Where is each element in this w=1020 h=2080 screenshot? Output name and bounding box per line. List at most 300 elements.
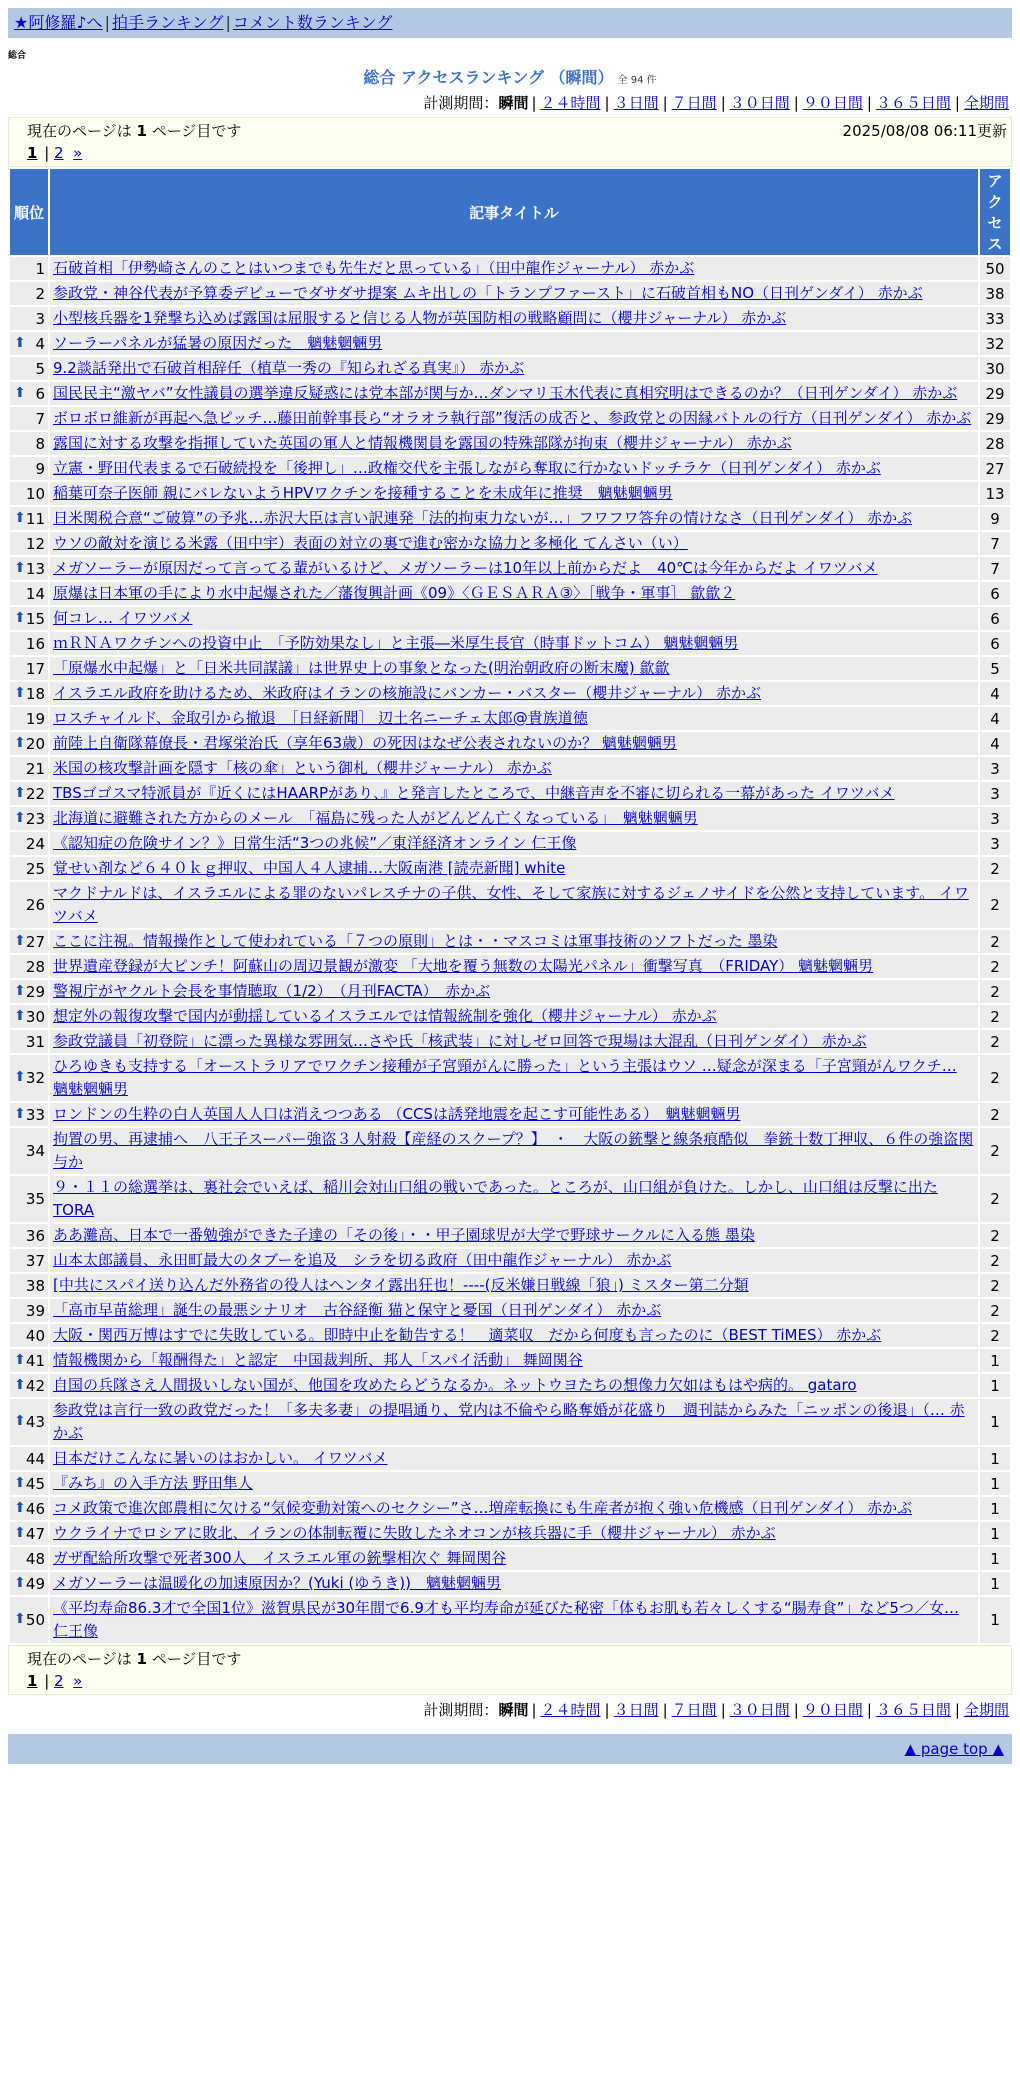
article-link[interactable]: イスラエル政府を助けるため、米政府はイランの核施設にバンカー・バスター（櫻井ジャーナル） 赤かぶ bbox=[53, 684, 761, 702]
article-link[interactable]: 稲葉可奈子医師 親にバレないようHPVワクチンを接種することを未成年に推奨 魑魅魍魎男 bbox=[53, 484, 673, 502]
access-count: 2 bbox=[980, 1128, 1010, 1174]
up-arrow-icon: ⬆ bbox=[14, 784, 26, 801]
period-link-0[interactable]: ２４時間 bbox=[540, 1701, 601, 1719]
article-link[interactable]: 参政党は言行一致の政党だった！「多夫多妻」の提唱通り、党内は不倫やら略奪婚が花盛り 週刊誌からみた「ニッポンの後退」（… 赤かぶ bbox=[53, 1401, 965, 1442]
table-row bbox=[10, 1374, 1010, 1397]
table-row bbox=[10, 1572, 1010, 1595]
period-link-6[interactable]: 全期間 bbox=[963, 94, 1009, 112]
access-count: 2 bbox=[980, 1005, 1010, 1028]
period-sep: | bbox=[793, 94, 799, 112]
title-cell bbox=[50, 582, 978, 605]
rank-cell bbox=[10, 457, 48, 480]
period-sep: | bbox=[866, 94, 872, 112]
rank-number: 30 bbox=[25, 1007, 45, 1026]
title-cell bbox=[50, 557, 978, 580]
title-cell bbox=[50, 1249, 978, 1272]
title-cell bbox=[50, 857, 978, 880]
period-selector-bottom bbox=[8, 1699, 1010, 1720]
table-row bbox=[10, 1349, 1010, 1372]
rank-cell bbox=[10, 1522, 48, 1545]
article-link[interactable]: ああ灘高、日本で一番勉強ができた子達の「その後」・・甲子園球児が大学で野球サークルに入る態 墨染 bbox=[53, 1226, 755, 1244]
table-row bbox=[10, 332, 1010, 355]
title-cell bbox=[50, 1349, 978, 1372]
article-link[interactable]: 米国の核攻撃計画を隠す「核の傘」という御札（櫻井ジャーナル） 赤かぶ bbox=[53, 759, 552, 777]
period-link-3[interactable]: ３０日間 bbox=[729, 1701, 790, 1719]
access-count: 1 bbox=[980, 1447, 1010, 1470]
rank-number: 33 bbox=[25, 1105, 45, 1124]
rank-number: 41 bbox=[25, 1351, 45, 1370]
access-count: 2 bbox=[980, 882, 1010, 928]
article-link[interactable]: TBSゴゴスマ特派員が『近くにはHAARPがあり、』と発言したところで、中継音声を不審に切られる一幕があった イワツバメ bbox=[53, 784, 895, 802]
table-row bbox=[10, 832, 1010, 855]
period-sep: | bbox=[793, 1701, 799, 1719]
period-selector-top bbox=[8, 92, 1010, 113]
article-link[interactable]: 参政党・神谷代表が予算委デビューでダサダサ提案 ムキ出しの「トランプファースト」に石破首相もNO（日刊ゲンダイ） 赤かぶ bbox=[53, 284, 923, 302]
table-row bbox=[10, 607, 1010, 630]
article-link[interactable]: ボロボロ維新が再起へ急ピッチ…藤田前幹事長ら“オラオラ執行部”復活の成否と、参政党との因縁バトルの行方（日刊ゲンダイ） 赤かぶ bbox=[53, 409, 972, 427]
title-cell bbox=[50, 1522, 978, 1545]
article-link[interactable]: 大阪・関西万博はすでに失敗している。即時中止を勧告する！ 適菜収 だから何度も言ったのに（BEST TiMES） 赤かぶ bbox=[53, 1326, 882, 1344]
up-arrow-icon: ⬆ bbox=[14, 1351, 26, 1368]
title-cell bbox=[50, 930, 978, 953]
period-link-1[interactable]: ３日間 bbox=[613, 1701, 659, 1719]
rank-number: 11 bbox=[25, 509, 45, 528]
article-link[interactable]: ウクライナでロシアに敗北、イランの体制転覆に失敗したネオコンが核兵器に手（櫻井ジャーナル） 赤かぶ bbox=[53, 1524, 776, 1542]
article-link[interactable]: 自国の兵隊さえ人間扱いしない国が、他国を攻めたらどうなるか。ネットウヨたちの想像力欠如はもはや病的。 gataro bbox=[53, 1376, 857, 1394]
access-count: 2 bbox=[980, 930, 1010, 953]
access-count: 2 bbox=[980, 1324, 1010, 1347]
period-current: 瞬間 bbox=[498, 1701, 529, 1719]
period-link-6[interactable]: 全期間 bbox=[963, 1701, 1009, 1719]
article-link[interactable]: 《認知症の危険サイン？》日常生活“3つの兆候”／東洋経済オンライン 仁王像 bbox=[53, 834, 577, 852]
ranking-body bbox=[10, 257, 1010, 1643]
period-sep: | bbox=[720, 1701, 726, 1719]
rank-number: 16 bbox=[25, 634, 45, 653]
article-link[interactable]: ９・１１の総選挙は、裏社会でいえば、稲川会対山口組の戦いであった。ところが、山口組が負けた。しかし、山口組は反撃に出た TORA bbox=[53, 1178, 938, 1219]
article-link[interactable]: ガザ配給所攻撃で死者300人 イスラエル軍の銃撃相次ぐ 舞岡関谷 bbox=[53, 1549, 507, 1567]
up-arrow-icon: ⬆ bbox=[14, 1413, 26, 1429]
article-link[interactable]: 拘置の男、再逮捕へ 八王子スーパー強盗３人射殺【産経のスクープ？】 ・ 大阪の銃撃と線条痕酷似 拳銃十数丁押収、６件の強盗関与か bbox=[53, 1130, 974, 1171]
access-count: 13 bbox=[980, 482, 1010, 505]
period-sep: | bbox=[604, 94, 610, 112]
rank-number: 34 bbox=[25, 1142, 45, 1160]
title-cell bbox=[50, 1324, 978, 1347]
page-links: 1 | 2 » bbox=[27, 144, 83, 162]
title-cell bbox=[50, 832, 978, 855]
table-row bbox=[10, 1472, 1010, 1495]
period-link-1[interactable]: ３日間 bbox=[613, 94, 659, 112]
period-sep: | bbox=[531, 1701, 537, 1719]
rank-cell bbox=[10, 432, 48, 455]
access-count: 2 bbox=[980, 1249, 1010, 1272]
article-link[interactable]: メガソーラーは温暖化の加速原因か？(Yuki (ゆうき)) 魑魅魍魎男 bbox=[53, 1574, 501, 1592]
access-count: 4 bbox=[980, 707, 1010, 730]
title-cell bbox=[50, 632, 978, 655]
title-cell bbox=[50, 980, 978, 1003]
nav-link-comment-ranking[interactable]: コメント数ランキング bbox=[232, 13, 393, 32]
current-page-text-bottom: 現在のページは 1 ページ目です bbox=[27, 1650, 242, 1668]
rank-cell bbox=[10, 1103, 48, 1126]
rank-number: 43 bbox=[25, 1413, 45, 1431]
access-count: 29 bbox=[980, 382, 1010, 405]
article-link[interactable]: ソーラーパネルが猛暑の原因だった 魑魅魍魎男 bbox=[53, 334, 383, 352]
rank-cell bbox=[10, 1005, 48, 1028]
access-count: 1 bbox=[980, 1399, 1010, 1445]
title-cell bbox=[50, 1447, 978, 1470]
title-cell bbox=[50, 757, 978, 780]
rank-number: 39 bbox=[25, 1301, 45, 1320]
period-link-4[interactable]: ９０日間 bbox=[802, 1701, 863, 1719]
rank-cell bbox=[10, 682, 48, 705]
table-row bbox=[10, 382, 1010, 405]
up-arrow-icon: ⬆ bbox=[14, 932, 26, 949]
access-count: 4 bbox=[980, 682, 1010, 705]
rank-number: 10 bbox=[25, 484, 45, 503]
title-cell bbox=[50, 1103, 978, 1126]
title-cell bbox=[50, 457, 978, 480]
page-title bbox=[8, 65, 1012, 88]
title-cell bbox=[50, 407, 978, 430]
access-count: 3 bbox=[980, 807, 1010, 830]
access-count: 1 bbox=[980, 1572, 1010, 1595]
article-link[interactable]: 覚せい剤など６４０ｋｇ押収、中国人４人逮捕…大阪南港 [読売新聞] white bbox=[53, 859, 566, 877]
article-link[interactable]: 想定外の報復攻撃で国内が動揺しているイスラエルでは情報統制を強化（櫻井ジャーナル） 赤かぶ bbox=[53, 1007, 717, 1025]
up-arrow-icon: ⬆ bbox=[14, 1474, 26, 1491]
access-count: 27 bbox=[980, 457, 1010, 480]
title-cell bbox=[50, 332, 978, 355]
access-count: 3 bbox=[980, 832, 1010, 855]
rank-number: 24 bbox=[25, 834, 45, 853]
table-row bbox=[10, 707, 1010, 730]
rank-number: 9 bbox=[35, 459, 45, 478]
article-link[interactable]: 参政党議員「初登院」に漂った異様な雰囲気…さや氏「核武装」に対しゼロ回答で現場は大混乱（日刊ゲンダイ） 赤かぶ bbox=[53, 1032, 867, 1050]
rank-number: 22 bbox=[25, 784, 45, 803]
article-link[interactable]: 何コレ… イワツバメ bbox=[53, 609, 193, 627]
rank-number: 20 bbox=[25, 734, 45, 753]
title-cell bbox=[50, 1572, 978, 1595]
item-count: 全 94 件 bbox=[617, 75, 657, 86]
up-arrow-icon: ⬆ bbox=[14, 609, 26, 626]
table-row bbox=[10, 632, 1010, 655]
pager-bottom bbox=[8, 1645, 1012, 1695]
top-nav bbox=[8, 8, 1012, 38]
article-link[interactable]: マクドナルドは、イスラエルによる罪のないパレスチナの子供、女性、そして家族に対するジェノサイドを公然と支持しています。 イワツバメ bbox=[53, 884, 969, 925]
title-cell bbox=[50, 307, 978, 330]
table-row bbox=[10, 282, 1010, 305]
article-link[interactable]: メガソーラーが原因だって言ってる輩がいるけど、メガソーラーは10年以上前からだよ 40℃は今年からだよ イワツバメ bbox=[53, 559, 878, 577]
table-row bbox=[10, 1547, 1010, 1570]
rank-number: 29 bbox=[25, 982, 45, 1001]
up-arrow-icon: ⬆ bbox=[14, 1524, 26, 1541]
rank-cell bbox=[10, 1374, 48, 1397]
article-link[interactable]: 前陸上自衛隊幕僚長・君塚栄治氏（享年63歳）の死因はなぜ公表されないのか？ 魑魅魍魎男 bbox=[53, 734, 677, 752]
rank-cell bbox=[10, 557, 48, 580]
up-arrow-icon: ⬆ bbox=[14, 809, 26, 826]
article-link[interactable]: 山本太郎議員、永田町最大のタブーを追及 シラを切る政府（田中龍作ジャーナル） 赤かぶ bbox=[53, 1251, 672, 1269]
table-row bbox=[10, 1299, 1010, 1322]
rank-cell bbox=[10, 1224, 48, 1247]
table-row bbox=[10, 882, 1010, 928]
rank-cell bbox=[10, 582, 48, 605]
access-count: 2 bbox=[980, 857, 1010, 880]
title-cell bbox=[50, 707, 978, 730]
up-arrow-icon: ⬆ bbox=[14, 384, 26, 401]
access-count: 32 bbox=[980, 332, 1010, 355]
title-cell bbox=[50, 382, 978, 405]
rank-number: 42 bbox=[25, 1376, 45, 1395]
article-link[interactable]: 国民民主“激ヤバ”女性議員の選挙違反疑惑には党本部が関与か…ダンマリ玉木代表に真相究明はできるのか？（日刊ゲンダイ） 赤かぶ bbox=[53, 384, 958, 402]
access-count: 2 bbox=[980, 1176, 1010, 1222]
access-count: 5 bbox=[980, 657, 1010, 680]
title-cell bbox=[50, 1030, 978, 1053]
article-link[interactable]: ロンドンの生粋の白人英国人人口は消えつつある （CCSは誘発地震を起こす可能性ある） 魑魅魍魎男 bbox=[53, 1105, 741, 1123]
title-cell bbox=[50, 357, 978, 380]
rank-number: 19 bbox=[25, 709, 45, 728]
access-count: 1 bbox=[980, 1547, 1010, 1570]
rank-cell bbox=[10, 1572, 48, 1595]
article-link[interactable]: 9.2談話発出で石破首相辞任（植草一秀の『知られざる真実』） 赤かぶ bbox=[53, 359, 525, 377]
rank-number: 36 bbox=[25, 1226, 45, 1245]
table-row bbox=[10, 1030, 1010, 1053]
article-link[interactable]: [中共にスパイ送り込んだ外務省の役人はヘンタイ露出狂也！----(反米嫌日戦線「狼」) ミスター第二分類 bbox=[53, 1276, 749, 1294]
access-count: 7 bbox=[980, 557, 1010, 580]
table-row bbox=[10, 582, 1010, 605]
article-link[interactable]: ここに注視。情報操作として使われている「７つの原則」とは・・マスコミは軍事技術のソフトだった 墨染 bbox=[53, 932, 778, 950]
up-arrow-icon: ⬆ bbox=[14, 334, 26, 351]
table-row bbox=[10, 1103, 1010, 1126]
rank-number: 47 bbox=[25, 1524, 45, 1543]
title-cell bbox=[50, 1597, 978, 1643]
table-row bbox=[10, 307, 1010, 330]
rank-cell bbox=[10, 282, 48, 305]
table-row bbox=[10, 407, 1010, 430]
period-sep: | bbox=[866, 1701, 872, 1719]
article-link[interactable]: ウソの敵対を演じる米露（田中宇）表面の対立の裏で進む密かな協力と多極化 てんさい（い） bbox=[53, 534, 688, 552]
period-link-4[interactable]: ９０日間 bbox=[802, 94, 863, 112]
period-link-3[interactable]: ３０日間 bbox=[729, 94, 790, 112]
table-row bbox=[10, 507, 1010, 530]
period-current: 瞬間 bbox=[498, 94, 529, 112]
up-arrow-icon: ⬆ bbox=[14, 1105, 26, 1122]
title-cell bbox=[50, 1299, 978, 1322]
nav-link-asyura[interactable]: ★阿修羅♪へ bbox=[14, 13, 103, 32]
table-row bbox=[10, 1224, 1010, 1247]
up-arrow-icon: ⬆ bbox=[14, 1611, 26, 1627]
access-count: 1 bbox=[980, 1597, 1010, 1643]
access-count: 2 bbox=[980, 1103, 1010, 1126]
rank-number: 38 bbox=[25, 1276, 45, 1295]
rank-cell bbox=[10, 1472, 48, 1495]
title-cell bbox=[50, 282, 978, 305]
table-row bbox=[10, 457, 1010, 480]
rank-number: 21 bbox=[25, 759, 45, 778]
table-row bbox=[10, 732, 1010, 755]
rank-cell bbox=[10, 257, 48, 280]
access-count: 9 bbox=[980, 507, 1010, 530]
rank-number: 27 bbox=[25, 932, 45, 951]
table-row bbox=[10, 807, 1010, 830]
rank-number: 35 bbox=[25, 1190, 45, 1208]
rank-cell bbox=[10, 1497, 48, 1520]
article-link[interactable]: 小型核兵器を1発撃ち込めば露国は屈服すると信じる人物が英国防相の戦略顧問に（櫻井ジャーナル） 赤かぶ bbox=[53, 309, 787, 327]
article-link[interactable]: 世界遺産登録が大ピンチ！阿蘇山の周辺景観が激変 「大地を覆う無数の太陽光パネル」衝撃写真 （FRIDAY） 魑魅魍魎男 bbox=[53, 957, 874, 975]
table-row bbox=[10, 1447, 1010, 1470]
up-arrow-icon: ⬆ bbox=[14, 1499, 26, 1516]
rank-cell bbox=[10, 1547, 48, 1570]
access-count: 2 bbox=[980, 1224, 1010, 1247]
col-header-access: アクセス bbox=[980, 169, 1010, 255]
period-label: 計測期間： bbox=[423, 1701, 499, 1719]
access-count: 29 bbox=[980, 407, 1010, 430]
col-header-rank: 順位 bbox=[10, 169, 48, 255]
period-link-5[interactable]: ３６５日間 bbox=[875, 1701, 951, 1719]
article-link[interactable]: ロスチャイルド、金取引から撤退 ［日経新聞］ 辺土名ニーチェ太郎@貴族道徳 bbox=[53, 709, 588, 727]
article-link[interactable]: 日米関税合意“ご破算”の予兆…赤沢大臣は言い訳連発「法的拘束力ないが…」フワフワ答弁の情けなさ（日刊ゲンダイ） 赤かぶ bbox=[53, 509, 913, 527]
rank-number: 4 bbox=[35, 334, 45, 353]
next-page-link[interactable]: » bbox=[73, 1672, 83, 1690]
title-cell bbox=[50, 1224, 978, 1247]
period-link-2[interactable]: ７日間 bbox=[671, 94, 717, 112]
rank-cell bbox=[10, 857, 48, 880]
period-sep: | bbox=[954, 94, 960, 112]
article-link[interactable]: 「高市早苗総理」誕生の最悪シナリオ 古谷経衡 猫と保守と憂国（日刊ゲンダイ） 赤かぶ bbox=[53, 1301, 662, 1319]
rank-number: 23 bbox=[25, 809, 45, 828]
up-arrow-icon: ⬆ bbox=[14, 1376, 26, 1393]
table-row bbox=[10, 1005, 1010, 1028]
rank-cell bbox=[10, 955, 48, 978]
table-row bbox=[10, 1176, 1010, 1222]
title-cell bbox=[50, 1176, 978, 1222]
rank-number: 14 bbox=[25, 584, 45, 603]
rank-number: 6 bbox=[35, 384, 45, 403]
rank-cell bbox=[10, 482, 48, 505]
article-link[interactable]: 原爆は日本軍の手により水中起爆された／藩復興計画《09》〈ＧＥＳＡＲＡ③〉［戦争・軍事］ 歙歙２ bbox=[53, 584, 736, 602]
rank-number: 37 bbox=[25, 1251, 45, 1270]
rank-cell bbox=[10, 382, 48, 405]
rank-cell bbox=[10, 1249, 48, 1272]
rank-number: 44 bbox=[25, 1449, 45, 1468]
rank-cell bbox=[10, 807, 48, 830]
page-top-link[interactable]: ▲ page top ▲ bbox=[904, 1740, 1004, 1758]
nav-link-clap-ranking[interactable]: 拍手ランキング bbox=[111, 13, 224, 32]
title-cell bbox=[50, 532, 978, 555]
rank-cell bbox=[10, 757, 48, 780]
period-sep: | bbox=[954, 1701, 960, 1719]
rank-cell bbox=[10, 1176, 48, 1222]
page-link-2[interactable]: 2 bbox=[54, 1672, 64, 1690]
rank-cell bbox=[10, 1324, 48, 1347]
rank-cell bbox=[10, 632, 48, 655]
access-count: 2 bbox=[980, 1055, 1010, 1101]
pager-top bbox=[8, 117, 1012, 167]
title-cell bbox=[50, 1374, 978, 1397]
table-row bbox=[10, 557, 1010, 580]
access-count: 7 bbox=[980, 532, 1010, 555]
table-row bbox=[10, 257, 1010, 280]
period-link-2[interactable]: ７日間 bbox=[671, 1701, 717, 1719]
nav-sep: | bbox=[104, 13, 110, 32]
title-cell bbox=[50, 807, 978, 830]
article-link[interactable]: コメ政策で進次郎農相に欠ける“気候変動対策へのセクシー”さ…増産転換にも生産者が抱く強い危機感（日刊ゲンダイ） 赤かぶ bbox=[53, 1499, 913, 1517]
title-cell bbox=[50, 657, 978, 680]
access-count: 2 bbox=[980, 1299, 1010, 1322]
table-row bbox=[10, 1597, 1010, 1643]
article-link[interactable]: ｍＲＮＡワクチンへの投資中止 「予防効果なし」と主張―米厚生長官（時事ドットコム） 魑魅魍魎男 bbox=[53, 634, 739, 652]
article-link[interactable]: 「原爆水中起爆」と「日米共同謀議」は世界史上の事象となった(明治朝政府の断末魔) 歙歙 bbox=[53, 659, 670, 677]
table-row bbox=[10, 682, 1010, 705]
rank-cell bbox=[10, 930, 48, 953]
rank-cell bbox=[10, 1349, 48, 1372]
rank-number: 13 bbox=[25, 559, 45, 578]
rank-number: 25 bbox=[25, 859, 45, 878]
rank-number: 3 bbox=[35, 309, 45, 328]
rank-cell bbox=[10, 1299, 48, 1322]
rank-cell bbox=[10, 832, 48, 855]
access-count: 1 bbox=[980, 1472, 1010, 1495]
rank-number: 45 bbox=[25, 1474, 45, 1493]
table-row bbox=[10, 532, 1010, 555]
current-page-text: 現在のページは 1 ページ目です bbox=[27, 122, 242, 140]
period-link-5[interactable]: ３６５日間 bbox=[875, 94, 951, 112]
article-link[interactable]: 情報機関から「報酬得た」と認定 中国裁判所、邦人「スパイ活動」 舞岡関谷 bbox=[53, 1351, 583, 1369]
up-arrow-icon: ⬆ bbox=[14, 734, 26, 751]
table-row bbox=[10, 432, 1010, 455]
rank-number: 17 bbox=[25, 659, 45, 678]
article-link[interactable]: 立憲・野田代表まるで石破続投を「後押し」…政権交代を主張しながら奪取に行かないドッチラケ（日刊ゲンダイ） 赤かぶ bbox=[53, 459, 881, 477]
rank-number: 40 bbox=[25, 1326, 45, 1345]
rank-cell bbox=[10, 732, 48, 755]
period-sep: | bbox=[662, 94, 668, 112]
up-arrow-icon: ⬆ bbox=[14, 684, 26, 701]
article-link[interactable]: 石破首相「伊勢崎さんのことはいつまでも先生だと思っている」（田中龍作ジャーナル） 赤かぶ bbox=[53, 259, 695, 277]
article-link[interactable]: 警視庁がヤクルト会長を事情聴取（1/2） （月刊FACTA） 赤かぶ bbox=[53, 982, 491, 1000]
next-page-link[interactable]: » bbox=[73, 144, 83, 162]
access-count: 6 bbox=[980, 607, 1010, 630]
title-cell bbox=[50, 607, 978, 630]
access-count: 28 bbox=[980, 432, 1010, 455]
rank-number: 49 bbox=[25, 1574, 45, 1593]
up-arrow-icon: ⬆ bbox=[14, 982, 26, 999]
article-link[interactable]: 北海道に避難された方からのメール 「福島に残った人がどんどん亡くなっている」 魑魅魍魎男 bbox=[53, 809, 698, 827]
access-count: 3 bbox=[980, 782, 1010, 805]
access-count: 4 bbox=[980, 732, 1010, 755]
article-link[interactable]: 日本だけこんなに暑いのはおかしい。 イワツバメ bbox=[53, 1449, 388, 1467]
rank-number: 46 bbox=[25, 1499, 45, 1518]
rank-number: 28 bbox=[25, 957, 45, 976]
period-link-0[interactable]: ２４時間 bbox=[540, 94, 601, 112]
rank-number: 18 bbox=[25, 684, 45, 703]
rank-cell bbox=[10, 1399, 48, 1445]
article-link[interactable]: ひろゆきも支持する「オーストラリアでワクチン接種が子宮頸がんに勝った」という主張はウソ …疑念が深まる「子宮頸がんワクチ… 魑魅魍魎男 bbox=[53, 1057, 957, 1098]
article-link[interactable]: 露国に対する攻撃を指揮していた英国の軍人と情報機関員を露国の特殊部隊が拘束（櫻井ジャーナル） 赤かぶ bbox=[53, 434, 792, 452]
footer-bar bbox=[8, 1734, 1012, 1764]
rank-number: 48 bbox=[25, 1549, 45, 1568]
rank-cell bbox=[10, 357, 48, 380]
rank-cell bbox=[10, 307, 48, 330]
article-link[interactable]: 『みち』の入手方法 野田隼人 bbox=[53, 1474, 253, 1492]
rank-number: 2 bbox=[35, 284, 45, 303]
rank-cell bbox=[10, 1447, 48, 1470]
access-count: 38 bbox=[980, 282, 1010, 305]
page-title-text: 総合 アクセスランキング （瞬間） bbox=[363, 68, 614, 87]
page-link-2[interactable]: 2 bbox=[54, 144, 64, 162]
period-sep: | bbox=[662, 1701, 668, 1719]
title-cell bbox=[50, 432, 978, 455]
table-row bbox=[10, 1522, 1010, 1545]
rank-number: 50 bbox=[25, 1611, 45, 1629]
article-link[interactable]: 《平均寿命86.3才で全国1位》滋賀県民が30年間で6.9才も平均寿命が延びた秘密「体もお肌も若々しくする“腸寿食”」など5つ／女… 仁王像 bbox=[53, 1599, 959, 1640]
rank-cell bbox=[10, 532, 48, 555]
